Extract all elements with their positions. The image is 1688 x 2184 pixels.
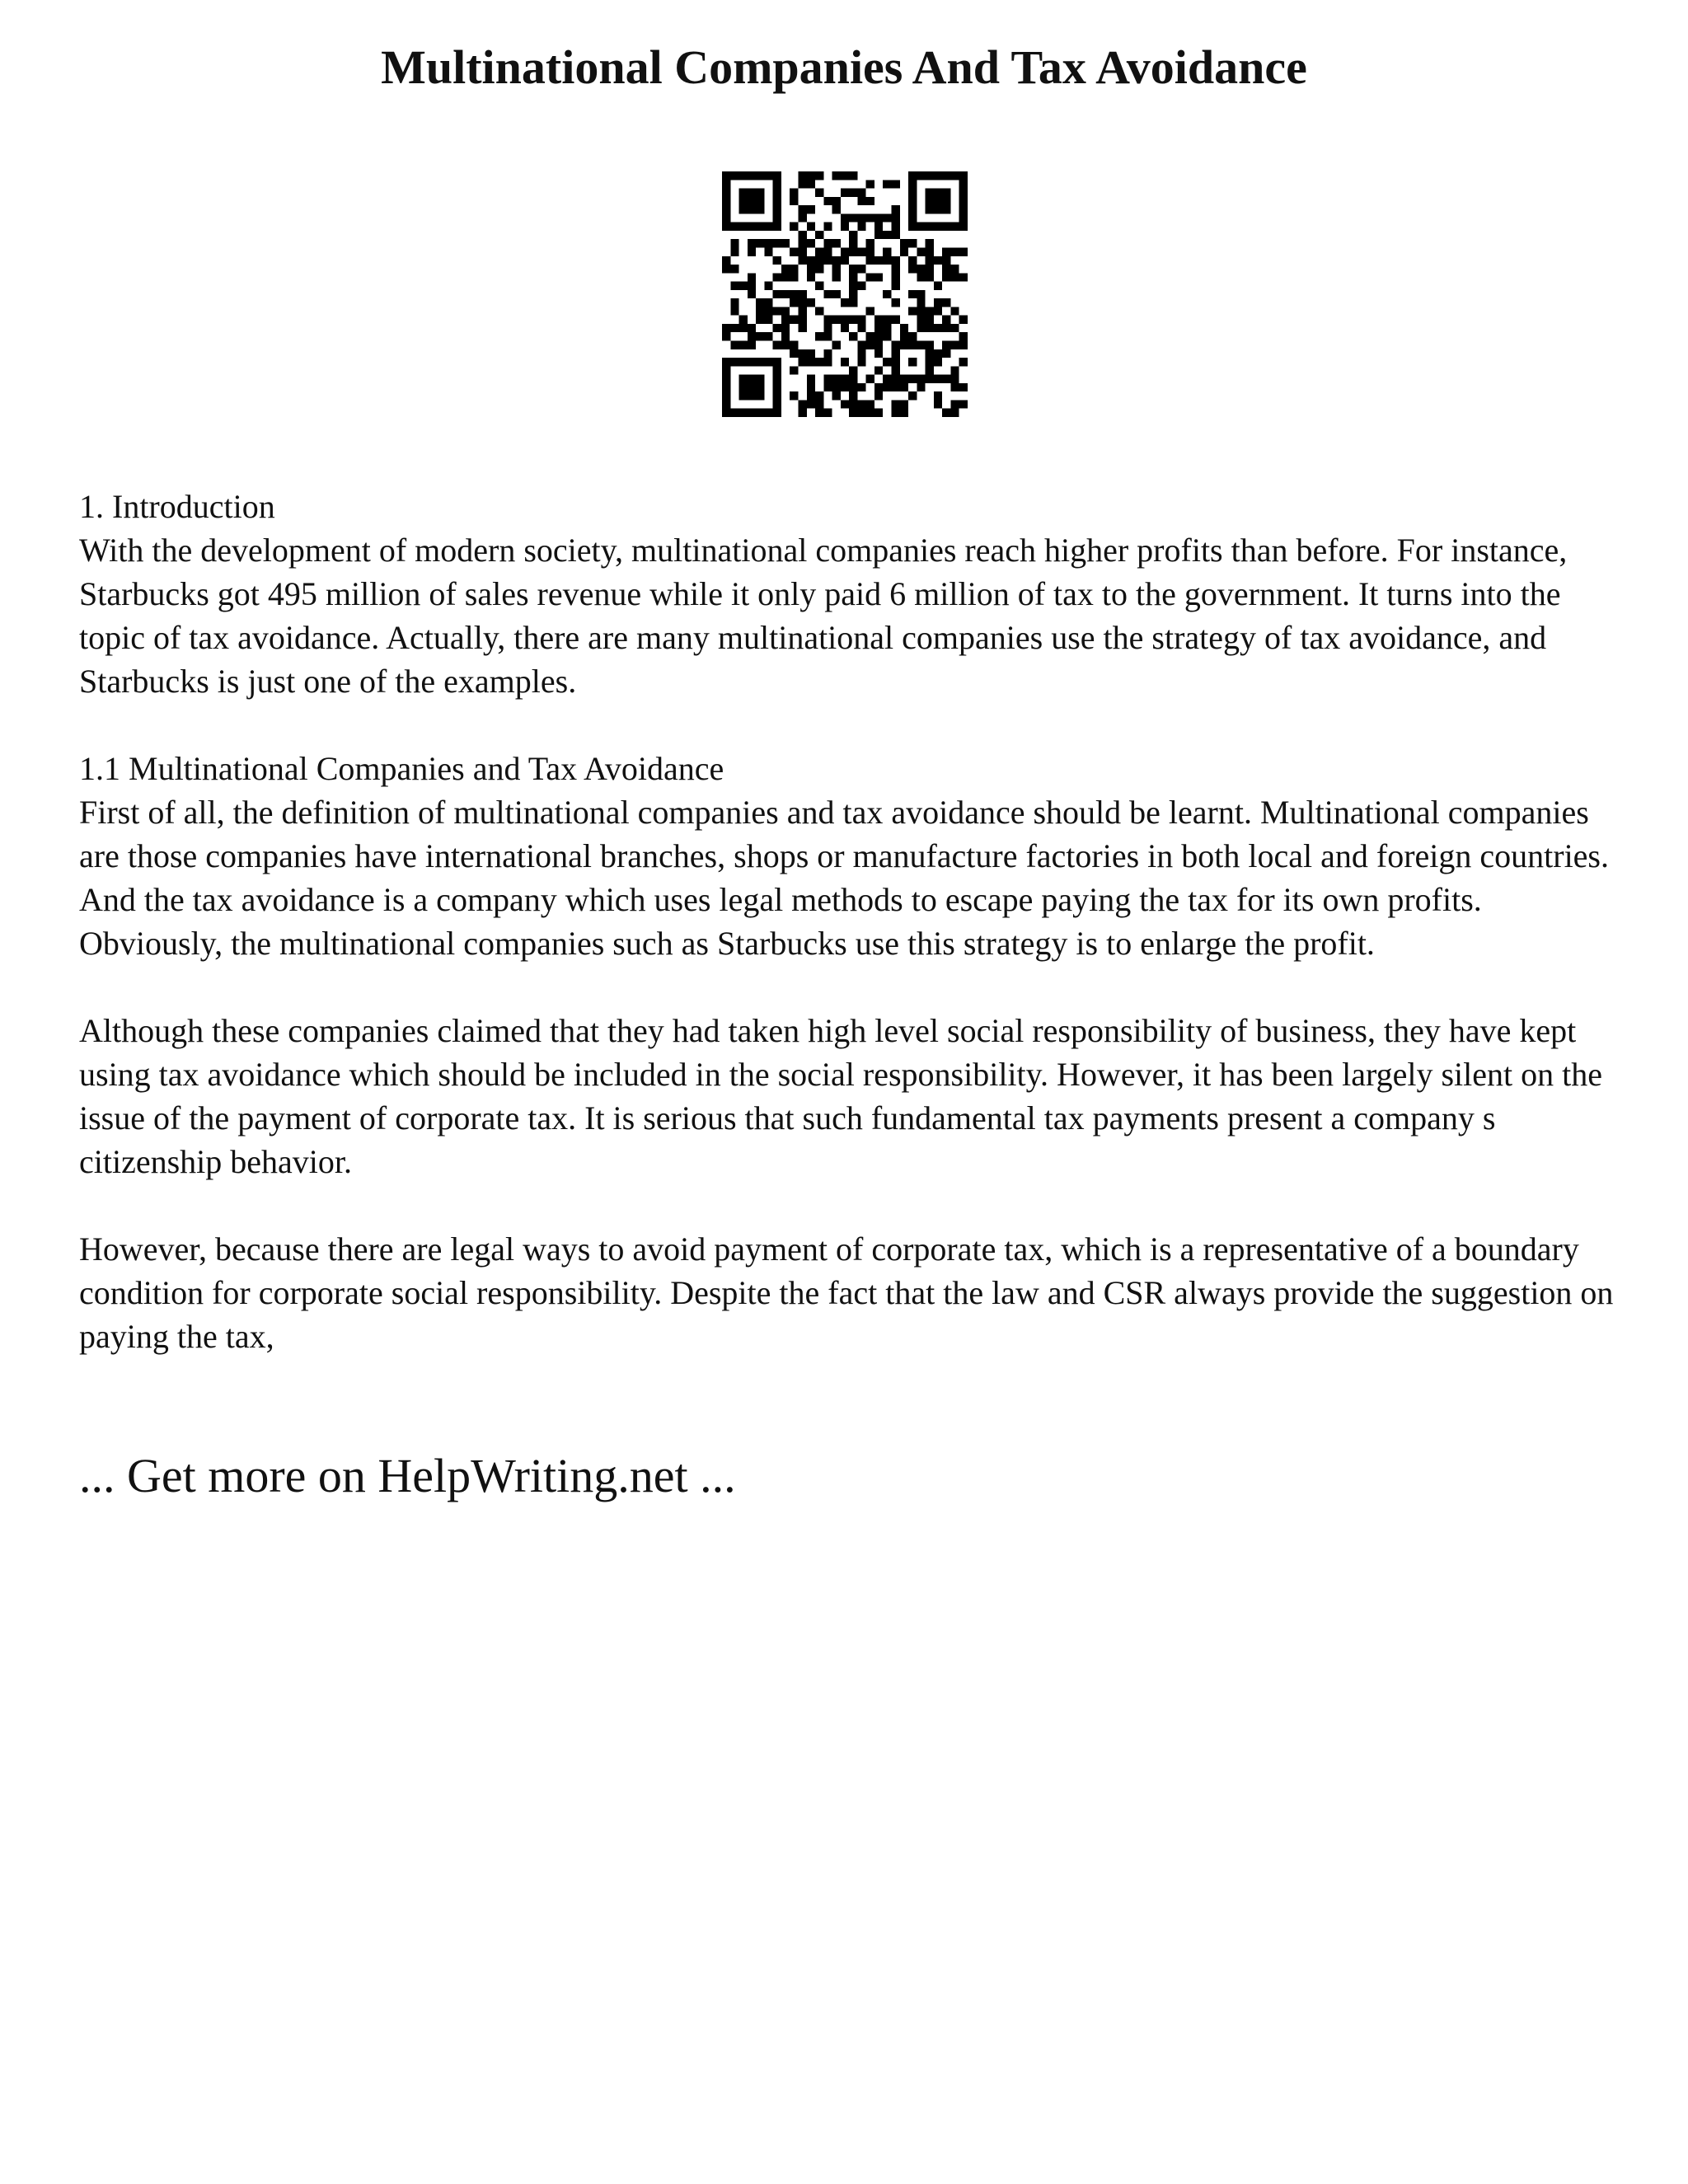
get-more-link[interactable]: ... Get more on HelpWriting.net ... [79, 1449, 736, 1502]
section-heading: 1.1 Multinational Companies and Tax Avoidance [79, 750, 724, 787]
section-multinational-companies [79, 747, 1629, 965]
section-heading: 1. Introduction [79, 488, 275, 525]
qr-code-icon[interactable] [722, 171, 968, 417]
document-body [79, 485, 1629, 1402]
paragraph: Although these companies claimed that they had taken high level social responsibility of business, they have kept using tax avoidance which should be included in the social responsibility. However, it has been largely silent on the issue of the payment of corporate tax. It is serious that such fundamental tax payments present a company s citizenship behavior. [79, 1012, 1602, 1180]
paragraph: However, because there are legal ways to avoid payment of corporate tax, which is a representative of a boundary condition for corporate social responsibility. Despite the fact that the law and CSR always provide the suggestion on paying the tax, [79, 1230, 1614, 1355]
paragraph: First of all, the definition of multinational companies and tax avoidance should be learnt. Multinational companies are those companies have international branches, shops or manufacture factories in both local and foreign countries. And the tax avoidance is a company which uses legal methods to escape paying the tax for its own profits. Obviously, the multinational companies such as Starbucks use this strategy is to enlarge the profit. [79, 794, 1609, 962]
paragraph: With the development of modern society, multinational companies reach higher profits than before. For instance, Starbucks got 495 million of sales revenue while it only paid 6 million of tax to the government. It turns into the topic of tax avoidance. Actually, there are many multinational companies use the strategy of tax avoidance, and Starbucks is just one of the examples. [79, 532, 1568, 700]
section-introduction [79, 485, 1629, 703]
document-title: Multinational Companies And Tax Avoidance [381, 40, 1307, 94]
qr-code-graphic [722, 171, 968, 417]
